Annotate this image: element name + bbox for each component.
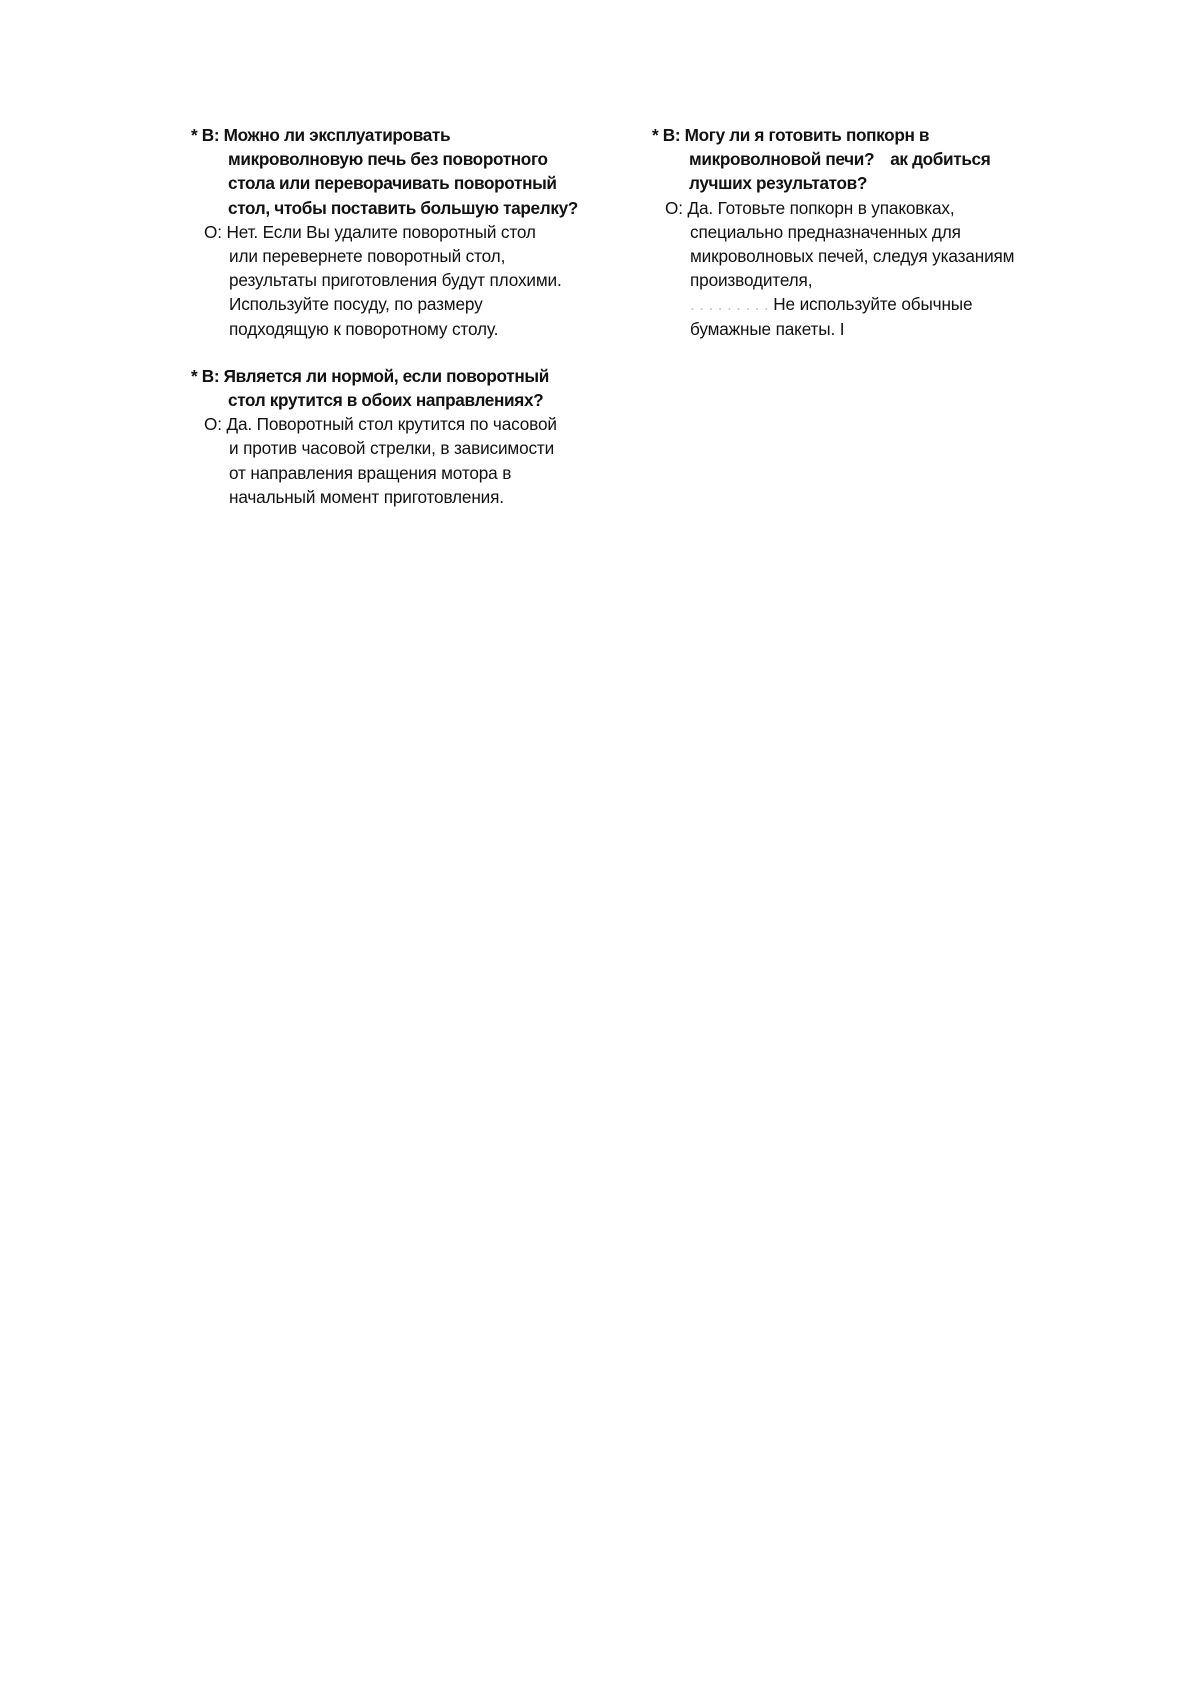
answer xyxy=(191,220,631,341)
answer xyxy=(191,412,631,509)
answer-line: или перевернете поворотный стол, xyxy=(229,246,506,267)
answer-line: Не используйте обычные xyxy=(773,294,973,315)
answer-prefix: О: xyxy=(204,414,222,435)
answer-line: Да. Готовьте попкорн в упаковках, xyxy=(687,197,955,218)
question-prefix: * В: xyxy=(652,125,681,145)
answer xyxy=(652,196,1092,351)
question-line: лучших результатов? xyxy=(689,173,868,194)
question xyxy=(191,364,631,412)
answer-line: Используйте посуду, по размеру xyxy=(229,294,483,315)
answer-line: начальный момент приготовления. xyxy=(229,486,504,507)
question-line: стола или переворачивать поворотный xyxy=(228,173,557,194)
question-line: Является ли нормой, если поворотный xyxy=(223,365,549,386)
question xyxy=(652,123,1092,196)
right-column xyxy=(652,123,1092,374)
question-line: ак добиться xyxy=(890,149,991,170)
answer-line: от направления вращения мотора в xyxy=(229,462,512,483)
answer-line: микроволновых печей, следуя указаниям xyxy=(690,246,1015,267)
faq-item-turntable-direction xyxy=(191,364,631,509)
question-prefix: * В: xyxy=(191,125,220,145)
answer-prefix: О: xyxy=(204,221,222,242)
answer-line: и против часовой стрелки, в зависимости xyxy=(229,438,555,459)
question-line: микроволновой печи? xyxy=(689,149,875,170)
question-prefix: * В: xyxy=(191,365,220,386)
question xyxy=(191,123,631,220)
question-line: Могу ли я готовить попкорн в xyxy=(684,125,930,145)
question-line: Можно ли эксплуатировать xyxy=(223,125,451,145)
faq-item-turntable-removal xyxy=(191,123,631,341)
faq-item-popcorn xyxy=(652,123,1092,351)
answer-line: Нет. Если Вы удалите поворотный стол xyxy=(226,221,536,242)
answer-line: Да. Поворотный стол крутится по часовой xyxy=(226,414,557,435)
answer-line: производителя, xyxy=(690,270,813,291)
answer-line: специально предназначенных для xyxy=(690,221,961,242)
answer-line: бумажные пакеты. І xyxy=(690,318,845,339)
truncated-line xyxy=(652,341,1092,351)
question-line: стол, чтобы поставить большую тарелку? xyxy=(228,197,578,218)
answer-faded-fragment: . . . . . . . . . xyxy=(690,294,769,315)
question-line: микроволновую печь без поворотного xyxy=(228,149,548,170)
left-column xyxy=(191,123,631,532)
answer-line: результаты приготовления будут плохими. xyxy=(229,270,562,291)
answer-line: подходящую к поворотному столу. xyxy=(229,318,499,339)
answer-prefix: О: xyxy=(665,197,683,218)
question-line: стол крутится в обоих направлениях? xyxy=(228,390,544,411)
